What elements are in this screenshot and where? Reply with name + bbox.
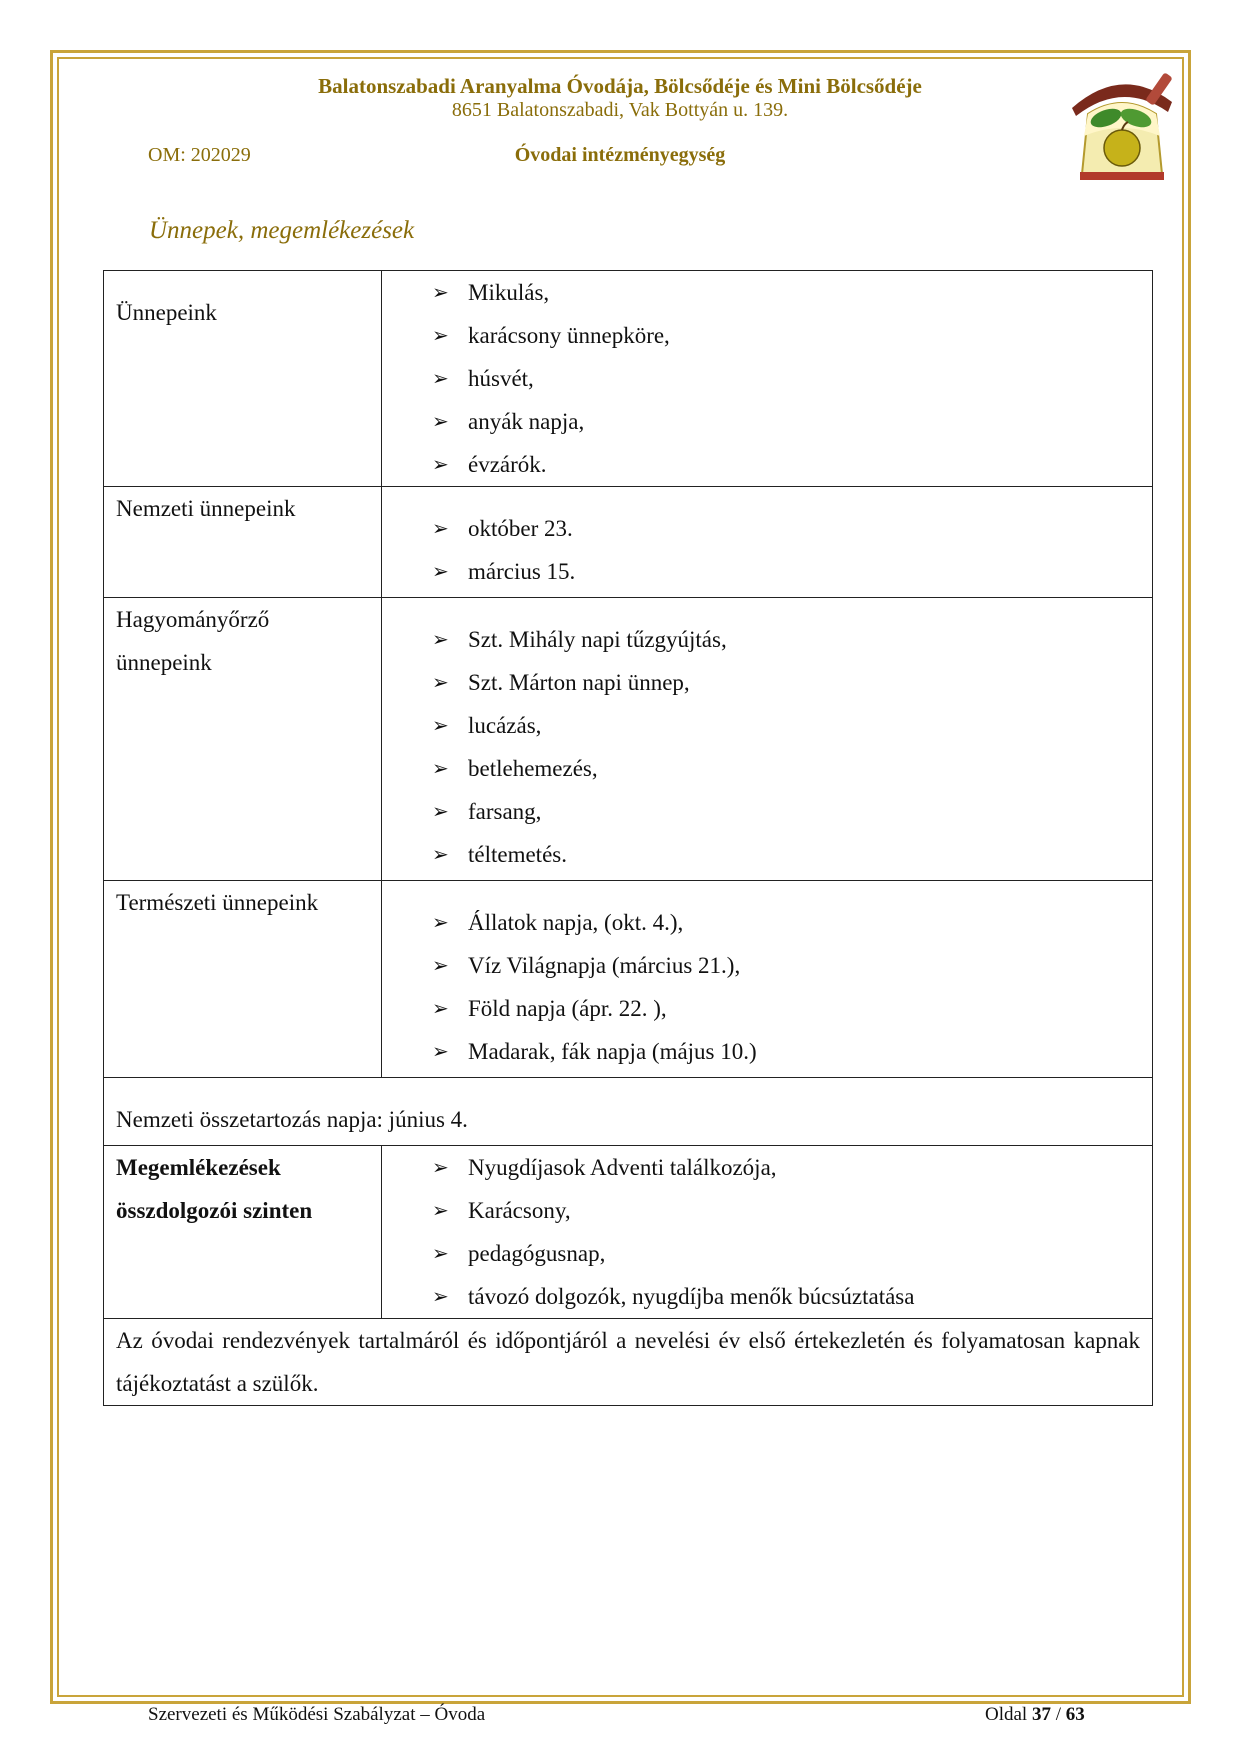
row-items: [382, 881, 1153, 1078]
list-item: ➢ október 23.: [432, 507, 1140, 550]
list-item: ➢ Szt. Mihály napi tűzgyújtás,: [432, 618, 1140, 661]
list-item: ➢ távozó dolgozók, nyugdíjba menők búcsúztatása: [432, 1275, 1140, 1318]
list-item: ➢ Mikulás,: [432, 271, 1140, 314]
list-item: ➢ Föld napja (ápr. 22. ),: [432, 987, 1140, 1030]
table-row: [104, 598, 1153, 881]
table-row: [104, 881, 1153, 1078]
table-row: [104, 487, 1153, 598]
table-row: [104, 1078, 1153, 1146]
institution-name: Balatonszabadi Aranyalma Óvodája, Bölcsődéje és Mini Bölcsődéje: [318, 74, 922, 98]
section-title: Ünnepek, megemlékezések: [149, 217, 415, 244]
parents-info-note: Az óvodai rendezvények tartalmáról és időpontjáról a nevelési év első értekezletén és folyamatosan kapnak tájékoztatást a szülők.: [104, 1319, 1153, 1406]
list-item: ➢ téltemetés.: [432, 833, 1140, 876]
institution-logo: [1058, 66, 1186, 186]
list-item: ➢ Madarak, fák napja (május 10.): [432, 1030, 1140, 1073]
list-item: ➢ lucázás,: [432, 704, 1140, 747]
list-item: ➢ Víz Világnapja (március 21.),: [432, 944, 1140, 987]
row-label: Nemzeti ünnepeink: [104, 487, 382, 598]
celebrations-table: [103, 270, 1153, 1406]
list-item: ➢ Nyugdíjasok Adventi találkozója,: [432, 1146, 1140, 1189]
list-item: ➢ anyák napja,: [432, 400, 1140, 443]
row-items: [382, 598, 1153, 881]
page-label: Oldal: [985, 1704, 1028, 1725]
om-number: OM: 202029: [148, 144, 251, 166]
page-separator: /: [1055, 1704, 1061, 1725]
footer-document-title: Szervezeti és Működési Szabályzat – Óvoda: [148, 1704, 486, 1725]
list-item: ➢ Állatok napja, (okt. 4.),: [432, 901, 1140, 944]
table-row: [104, 271, 1153, 487]
row-label: Megemlékezések összdolgozói szinten: [104, 1146, 382, 1319]
list-item: ➢ Karácsony,: [432, 1189, 1140, 1232]
row-label: Ünnepeink: [104, 271, 382, 487]
institution-address: 8651 Balatonszabadi, Vak Bottyán u. 139.: [451, 99, 789, 121]
current-page: 37: [1031, 1704, 1051, 1725]
list-item: ➢ farsang,: [432, 790, 1140, 833]
footer-page-number: [985, 1704, 1085, 1726]
total-pages: 63: [1065, 1704, 1085, 1725]
list-item: ➢ betlehemezés,: [432, 747, 1140, 790]
table-row: [104, 1319, 1153, 1406]
national-unity-day: Nemzeti összetartozás napja: június 4.: [104, 1078, 1153, 1146]
row-items: [382, 487, 1153, 598]
list-item: ➢ pedagógusnap,: [432, 1232, 1140, 1275]
row-items: [382, 271, 1153, 487]
list-item: ➢ karácsony ünnepköre,: [432, 314, 1140, 357]
list-item: ➢ húsvét,: [432, 357, 1140, 400]
list-item: ➢ Szt. Márton napi ünnep,: [432, 661, 1140, 704]
list-item: ➢ március 15.: [432, 550, 1140, 593]
row-label: Természeti ünnepeink: [104, 881, 382, 1078]
row-label: Hagyományőrző ünnepeink: [104, 598, 382, 881]
unit-name: Óvodai intézményegység: [514, 144, 726, 166]
table-row: [104, 1146, 1153, 1319]
row-items: [382, 1146, 1153, 1319]
list-item: ➢ évzárók.: [432, 443, 1140, 486]
